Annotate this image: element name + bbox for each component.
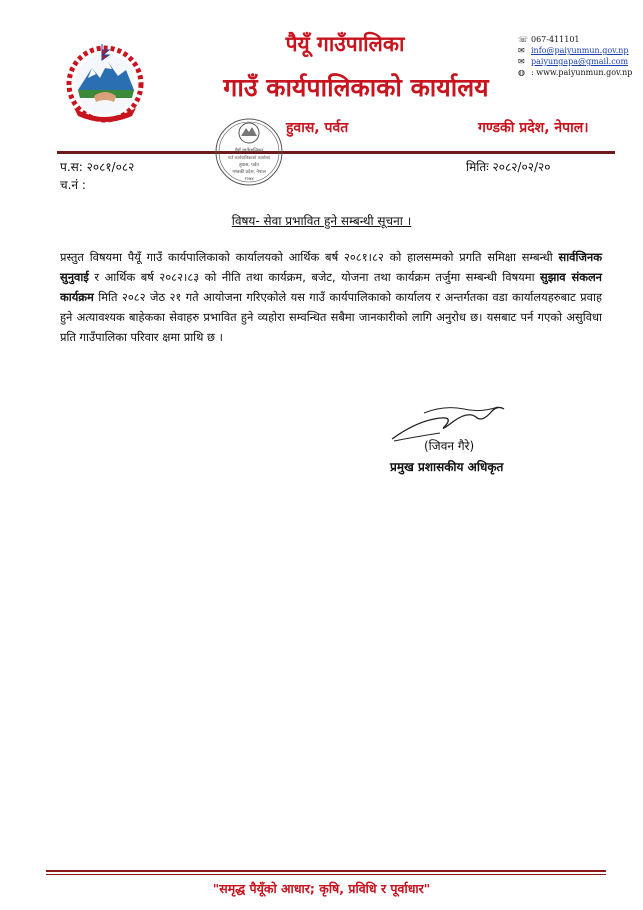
phone-number: 067-411101 bbox=[531, 35, 580, 44]
footer-motto: "समृद्ध पैयूँको आधार; कृषि, प्रविधि र पूर्वाधार" bbox=[212, 881, 431, 896]
contact-website-row bbox=[518, 67, 632, 78]
subject-line bbox=[0, 212, 643, 229]
letter-date: मितिः २०८२/०२/२० bbox=[466, 160, 551, 174]
body-text: प्रस्तुत विषयमा पैयूँ गाउँ कार्यपालिकाको कार्यालयको आर्थिक बर्ष २०८१।८२ को हालसम्मको प्रगति समिक्षा सम्बन्धी bbox=[60, 250, 559, 264]
office-address: हुवास, पर्वत bbox=[286, 120, 349, 136]
reference-number: प.स: २०८१/०८२ bbox=[60, 160, 135, 174]
phone-icon: ☏ bbox=[518, 35, 529, 44]
dispatch-number: च.नं : bbox=[60, 178, 86, 192]
nepal-emblem-icon bbox=[62, 38, 148, 126]
province-address: गण्डकी प्रदेश, नेपाल। bbox=[478, 120, 589, 136]
contact-phone-row bbox=[518, 34, 632, 45]
stamp-line: पैयूँ गाउँपालिका bbox=[234, 148, 264, 154]
municipality-name: पैयूँ गाउँपालिका bbox=[285, 32, 405, 56]
notice-body bbox=[60, 247, 602, 347]
footer-divider bbox=[46, 874, 606, 875]
website-link[interactable]: : www.paiyunmun.gov.np bbox=[531, 68, 633, 77]
stamp-line: हुवास, पर्वत bbox=[239, 163, 259, 168]
body-text: मिति २०८२ जेठ २१ गते आयोजना गरिएकोले यस गाउँ कार्यपालिकाको कार्यालय र अन्तर्गतका वडा कार्यालयहरुबाट प्रवाह हुने अत्यावश्यक बाहेकका सेवाहरु प्रभावित हुने व्यहोरा सम्वन्धित सबैमा जानकारीको लागि अनुरोध छ। यसबाट पर्न गएको असुविधा प्रति गाउँपालिका परिवार क्षमा प्राथि छ । bbox=[60, 290, 602, 344]
stamp-emblem-icon bbox=[239, 123, 259, 143]
body-text: र आर्थिक बर्ष २०८२।८३ को नीति तथा कार्यक्रम, बजेट, योजना तथा कार्यक्रम तर्जुमा सम्बन्धी विषयमा bbox=[88, 270, 541, 284]
email-icon: ✉ bbox=[518, 57, 525, 66]
email-link[interactable]: info@paiyunmun.gov.np bbox=[531, 46, 629, 55]
stamp-year: २०७४ bbox=[244, 177, 254, 182]
contact-email-row bbox=[518, 45, 632, 56]
signatory-title: प्रमुख प्रशासकीय अधिकृत bbox=[390, 460, 504, 474]
contact-email-row bbox=[518, 56, 632, 67]
footer-divider bbox=[46, 870, 606, 872]
stamp-line: गाउँ कार्यपालिकाको कार्यालय bbox=[227, 155, 271, 160]
signatory-name: (जिवन गैरे) bbox=[424, 439, 475, 453]
body-bold-text: सार्वजिनक सुनुवाई bbox=[60, 250, 602, 284]
subject-text: विषय- सेवा प्रभावित हुने सम्बन्धी सूचना । bbox=[231, 214, 412, 228]
stamp-line: गण्डकी प्रदेश, नेपाल bbox=[232, 170, 266, 175]
header-divider bbox=[57, 151, 615, 154]
globe-icon: ◍ bbox=[518, 68, 525, 77]
email-link[interactable]: paiyungapa@gmail.com bbox=[531, 57, 629, 66]
body-bold-text: सुझाव संकलन कार्यक्रम bbox=[60, 270, 602, 304]
office-name: गाउँ कार्यपालिकाको कार्यालय bbox=[223, 73, 489, 102]
contact-info bbox=[518, 34, 632, 78]
office-stamp bbox=[214, 114, 284, 190]
email-icon: ✉ bbox=[518, 46, 525, 55]
